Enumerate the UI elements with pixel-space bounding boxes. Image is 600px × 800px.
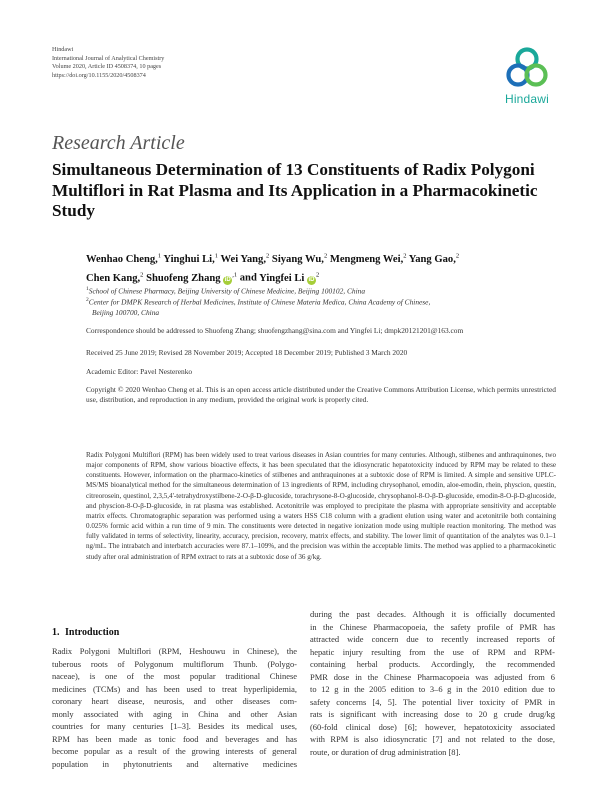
- academic-editor: Academic Editor: Pavel Nesterenko: [86, 367, 193, 376]
- author-conjunction: and: [239, 272, 257, 284]
- logo-wordmark: Hindawi: [504, 92, 550, 106]
- text-line: in the Chinese Pharmacopoeia, the safety profile of PMR has: [310, 621, 555, 632]
- author: Mengmeng Wei,$^2$: [329, 252, 407, 265]
- text-line: during the past decades. Although it is officially documented: [310, 609, 555, 619]
- author: Wei Yang,$^2$: [220, 252, 270, 265]
- text-line: safety concerns [4, 5]. The potential liver toxicity of PMR in: [310, 696, 555, 707]
- author-list: [86, 248, 556, 287]
- article-dates: Received 25 June 2019; Revised 28 November 2019; Accepted 18 December 2019; Published 3 March 2020: [86, 348, 408, 357]
- text-line: containing herbal products. Accordingly, the recommended: [310, 659, 555, 669]
- hindawi-logo-icon: [505, 46, 549, 90]
- author: Yingfei Li $iD^2$: [259, 271, 320, 284]
- text-line: RPM has been made as tonic food and beverages and has: [52, 733, 297, 744]
- text-line: hepatic injury resulting from the use of RPM and RPM-: [310, 646, 555, 657]
- author: Siyang Wu,$^2$: [271, 252, 328, 265]
- text-line: with RPM is also idiosyncratic [7] and not related to the dose,: [310, 734, 555, 744]
- text-line: rats is significant with increasing dose to 20 g crude drug/kg: [310, 709, 555, 719]
- abstract: Radix Polygoni Multiflori (RPM) has been widely used to treat various diseases in Asian countries for many centuries. Although, stilbenes and anthraquinones, two major components of RPM, show various bioactive effects, it has been speculated that the idiosyncratic hepatotoxicity induced by RPM may be related to these constituents. However, information on the pharmaco-kinetics of stilbenes and anthraquinones at a subtoxic dose of RPM is limited. A simple and sensitive UPLC-MS/MS bioanalytical method for the simultaneous determination of 13 ingredients of RPM, including chrysophanol, emodin, aloe-emodin, rhein, physcion, questin, citreorosein, questinol, 2,3,5,4'-tetrahydroxystilbene-2-O-β-D-glucoside, torachrysone-8-O-glucoside, chrysophanol-8-O-β-D-glucoside, emodin-8-O-β-D-glucoside, and physcion-8-O-β-D-glucoside, in rat plasma was established. Acetonitrile was employed to precipitate the plasma with appropriate sensitivity and acceptable matrix effects. Chromatographic separation was performed using a waters HSS C18 column with a gradient elution using water and acetonitrile both containing 0.025% formic acid within a run time of 9 min. The constituents were detected in negative ionization mode using multiple reaction monitoring. The method was fully validated in terms of selectivity, linearity, accuracy, precision, recovery, matrix effects, and stability. The lower limit of quantitation of the analytes was 0.1–1 ng/mL. The intrabatch and interbatch accuracies were 87.1–109%, and the precision was within the acceptable limits. The method was applied to a pharmacokinetic study after oral administration of RPM extract to rats at a subtoxic dose of 36 g/kg.: [86, 451, 556, 561]
- copyright-notice: Copyright © 2020 Wenhao Cheng et al. This is an open access article distributed under the Creative Commons Attribution License, which permits unrestricted use, distribution, and reproduction in any medium, provided the original work is properly cited.: [86, 385, 556, 405]
- text-line: countries for many centuries [1–3]. Besides its medical uses,: [52, 721, 297, 731]
- author: Shuofeng Zhang $iD^{,1}$: [146, 271, 238, 284]
- text-line: Radix Polygoni Multiflori (RPM, Heshouwu in Chinese), the: [52, 646, 297, 656]
- author: Chen Kang,$^2$: [86, 271, 144, 284]
- section-number: 1.: [52, 627, 60, 638]
- author: Yang Gao,$^2$: [408, 252, 460, 265]
- orcid-icon[interactable]: iD: [224, 276, 231, 283]
- article-type: Research Article: [52, 132, 185, 154]
- doi-link[interactable]: https://doi.org/10.1155/2020/4508374: [52, 71, 146, 79]
- affiliation-1: $^1$School of Chinese Pharmacy, Beijing University of Chinese Medicine, Beijing 100102, China: [86, 286, 366, 296]
- text-line: tuberous roots of Polygonum multiflorum Thunb. (Polygo-: [52, 658, 297, 669]
- author: Wenhao Cheng,$^1$: [86, 252, 162, 265]
- text-line: route, or duration of drug administration [8].: [310, 746, 461, 757]
- text-line: (60-fold clinical dose) [6]; however, hepatotoxicity associated: [310, 721, 555, 732]
- text-line: PMR dose in the Chinese Pharmacopoeia was adjusted from 6: [310, 671, 555, 682]
- article-title: Simultaneous Determination of 13 Constituents of Radix Polygoni Multiflori in Rat Plasma and Its Application in a Pharmacokinetic Study: [52, 160, 538, 220]
- journal-name: International Journal of Analytical Chemistry: [52, 54, 165, 62]
- text-line: medicines (TCMs) and has been used to treat hyperlipidemia,: [52, 683, 297, 694]
- text-line: coronary heart disease, neurosis, and other diseases com-: [52, 696, 297, 706]
- affiliation-2: $^2$Center for DMPK Research of Herbal Medicines, Institute of Chinese Materia Medica, China Academy of Chinese, Beijing 100700, China: [86, 297, 431, 317]
- text-line: to 12 g in the 2005 edition to 3–6 g in the 2010 edition due to: [310, 684, 555, 694]
- body-column-right: [310, 608, 555, 758]
- orcid-icon[interactable]: iD: [308, 276, 315, 283]
- correspondence: Correspondence should be addressed to Shuofeng Zhang; shuofengzhang@sina.com and Yingfei Li; dmpk20121201@163.com: [86, 326, 464, 335]
- section-heading: [52, 627, 119, 638]
- text-line: monly associated with aging in China and other Asian: [52, 708, 297, 719]
- volume-info: Volume 2020, Article ID 4508374, 10 pages: [52, 63, 162, 71]
- text-line: become popular as a result of the growing interests of general: [52, 746, 297, 756]
- journal-masthead: [52, 46, 352, 80]
- section-title: Introduction: [65, 627, 120, 638]
- hindawi-logo[interactable]: [497, 46, 557, 108]
- text-line: population in phytonutrients and alternative medicines: [52, 758, 297, 769]
- author-line-1: [86, 248, 556, 267]
- text-line: attracted wide concern due to recently increased reports of: [310, 634, 555, 644]
- publisher-name: Hindawi: [52, 46, 74, 53]
- author: Yinghui Li,$^1$: [163, 252, 219, 265]
- body-column-left: [52, 645, 297, 770]
- text-line: naceae), is one of the most popular traditional Chinese: [52, 671, 297, 681]
